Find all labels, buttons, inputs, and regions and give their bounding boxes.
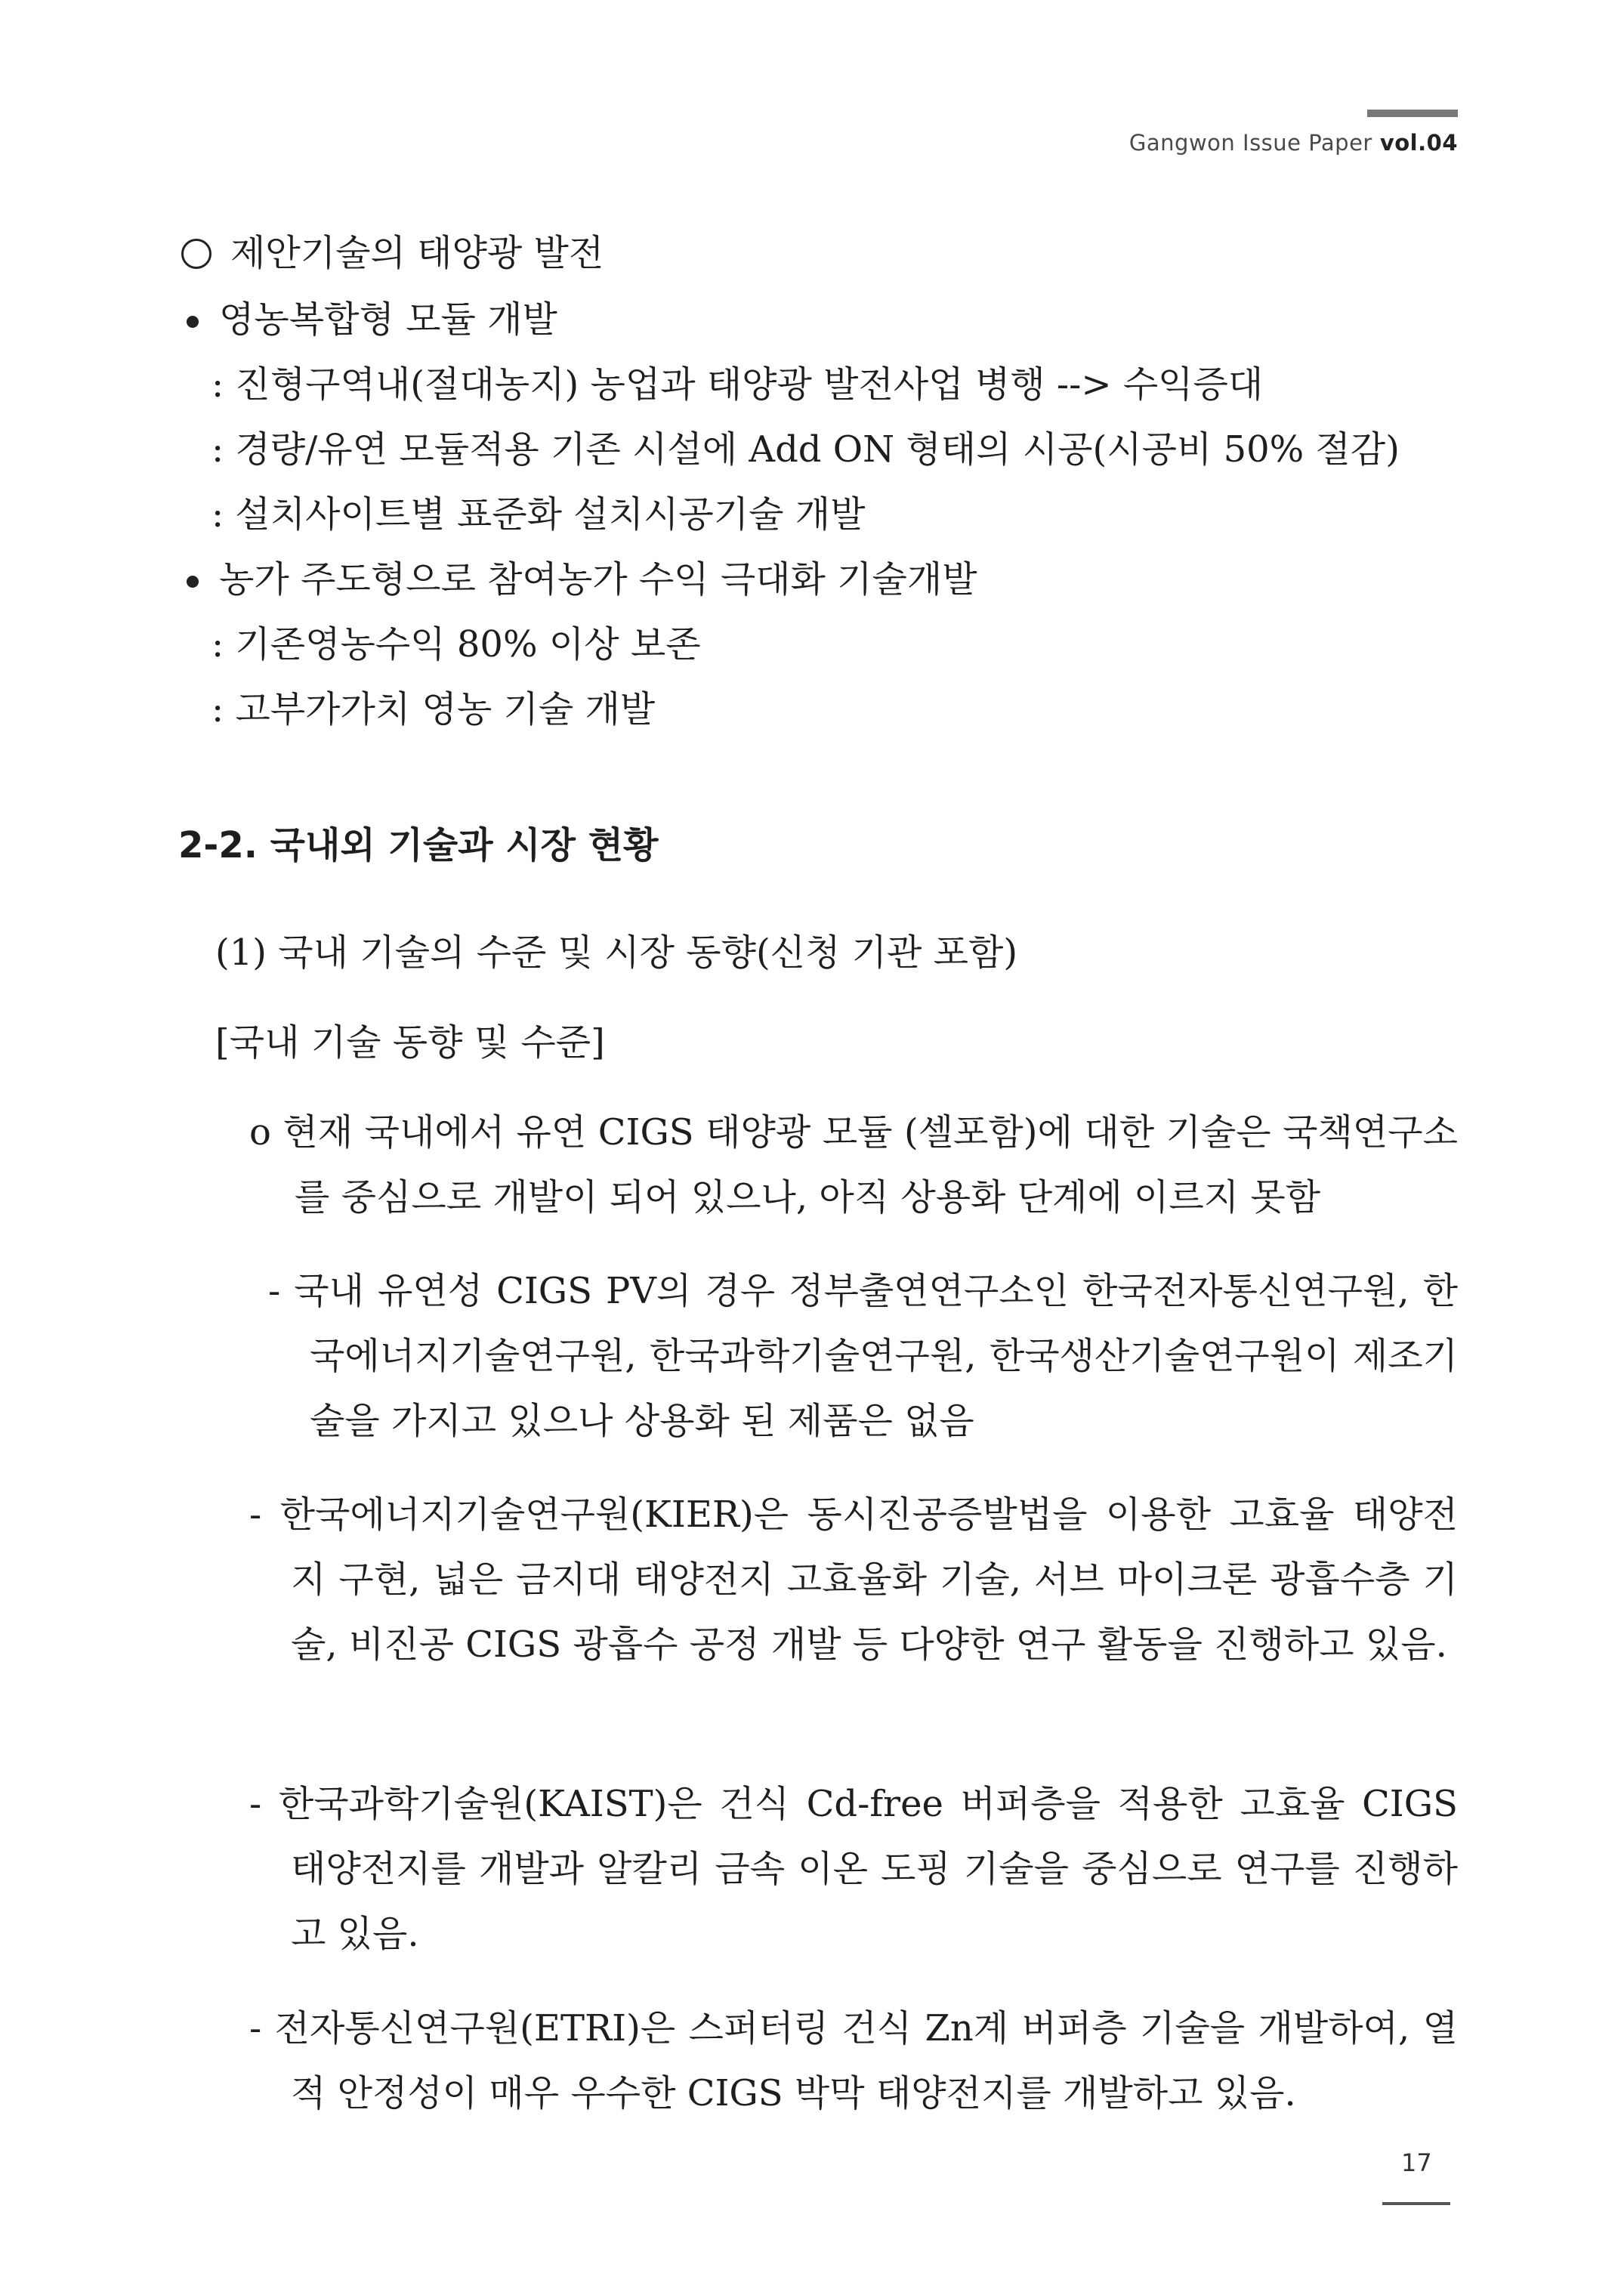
footer-rule (1382, 2202, 1450, 2205)
trend-bullet: - 한국과학기술원(KAIST)은 건식 Cd-free 버퍼층을 적용한 고효율 CIGS 태양전지를 개발과 알칼리 금속 이온 도핑 기술을 중심으로 연구를 진행하고 있음. (249, 1783, 1458, 1955)
proposal-item-line: : 경량/유연 모듈적용 기존 시설에 Add ON 형태의 시공(시공비 50% 절감) (211, 428, 1400, 471)
bullet-dot-icon (187, 316, 199, 328)
proposal-item-line: : 기존영농수익 80% 이상 보존 (211, 623, 701, 666)
proposal-title: 제안기술의 태양광 발전 (230, 232, 604, 274)
section-heading: 2-2. 국내외 기술과 시장 현황 (178, 824, 659, 866)
circle-bullet-icon (181, 239, 211, 269)
intro-paragraph: o 현재 국내에서 유연 CIGS 태양광 모듈 (셀포함)에 대한 기술은 국책연구소를 중심으로 개발이 되어 있으나, 아직 상용화 단계에 이르지 못함 (249, 1111, 1458, 1219)
publication-name: Gangwon Issue Paper (1128, 130, 1372, 156)
trend-bullet: - 전자통신연구원(ETRI)은 스퍼터링 건식 Zn계 버퍼층 기술을 개발하여, 열적 안정성이 매우 우수한 CIGS 박막 태양전지를 개발하고 있음. (249, 2007, 1458, 2114)
page-number: 17 (1401, 2148, 1432, 2177)
bullet-dot-icon (187, 576, 199, 588)
proposal-item-label: 영농복합형 모듈 개발 (219, 298, 557, 341)
proposal-item-line: : 설치사이트별 표준화 설치시공기술 개발 (211, 493, 866, 536)
trend-bullet: - 국내 유연성 CIGS PV의 경우 정부출연연구소인 한국전자통신연구원, 한국에너지기술연구원, 한국과학기술연구원, 한국생산기술연구원이 제조기술을 가지고 있으나 상용화 된 제품은 없음 (268, 1270, 1458, 1442)
header-rule (1367, 110, 1458, 117)
proposal-item-label: 농가 주도형으로 참여농가 수익 극대화 기술개발 (219, 558, 977, 601)
proposal-item-line: : 고부가가치 영농 기술 개발 (211, 688, 656, 731)
proposal-item-line: : 진형구역내(절대농지) 농업과 태양광 발전사업 병행 --> 수익증대 (211, 363, 1264, 406)
section-subheading: (1) 국내 기술의 수준 및 시장 동향(신청 기관 포함) (215, 931, 1018, 974)
volume-label: vol.04 (1379, 130, 1458, 156)
bracket-title: [국내 기술 동향 및 수준] (215, 1021, 605, 1064)
running-header (1129, 130, 1458, 156)
trend-bullet: - 한국에너지기술연구원(KIER)은 동시진공증발법을 이용한 고효율 태양전지 구현, 넓은 금지대 태양전지 고효율화 기술, 서브 마이크론 광흡수층 기술, 비진공 CIGS 광흡수 공정 개발 등 다양한 연구 활동을 진행하고 있음. (249, 1493, 1458, 1666)
